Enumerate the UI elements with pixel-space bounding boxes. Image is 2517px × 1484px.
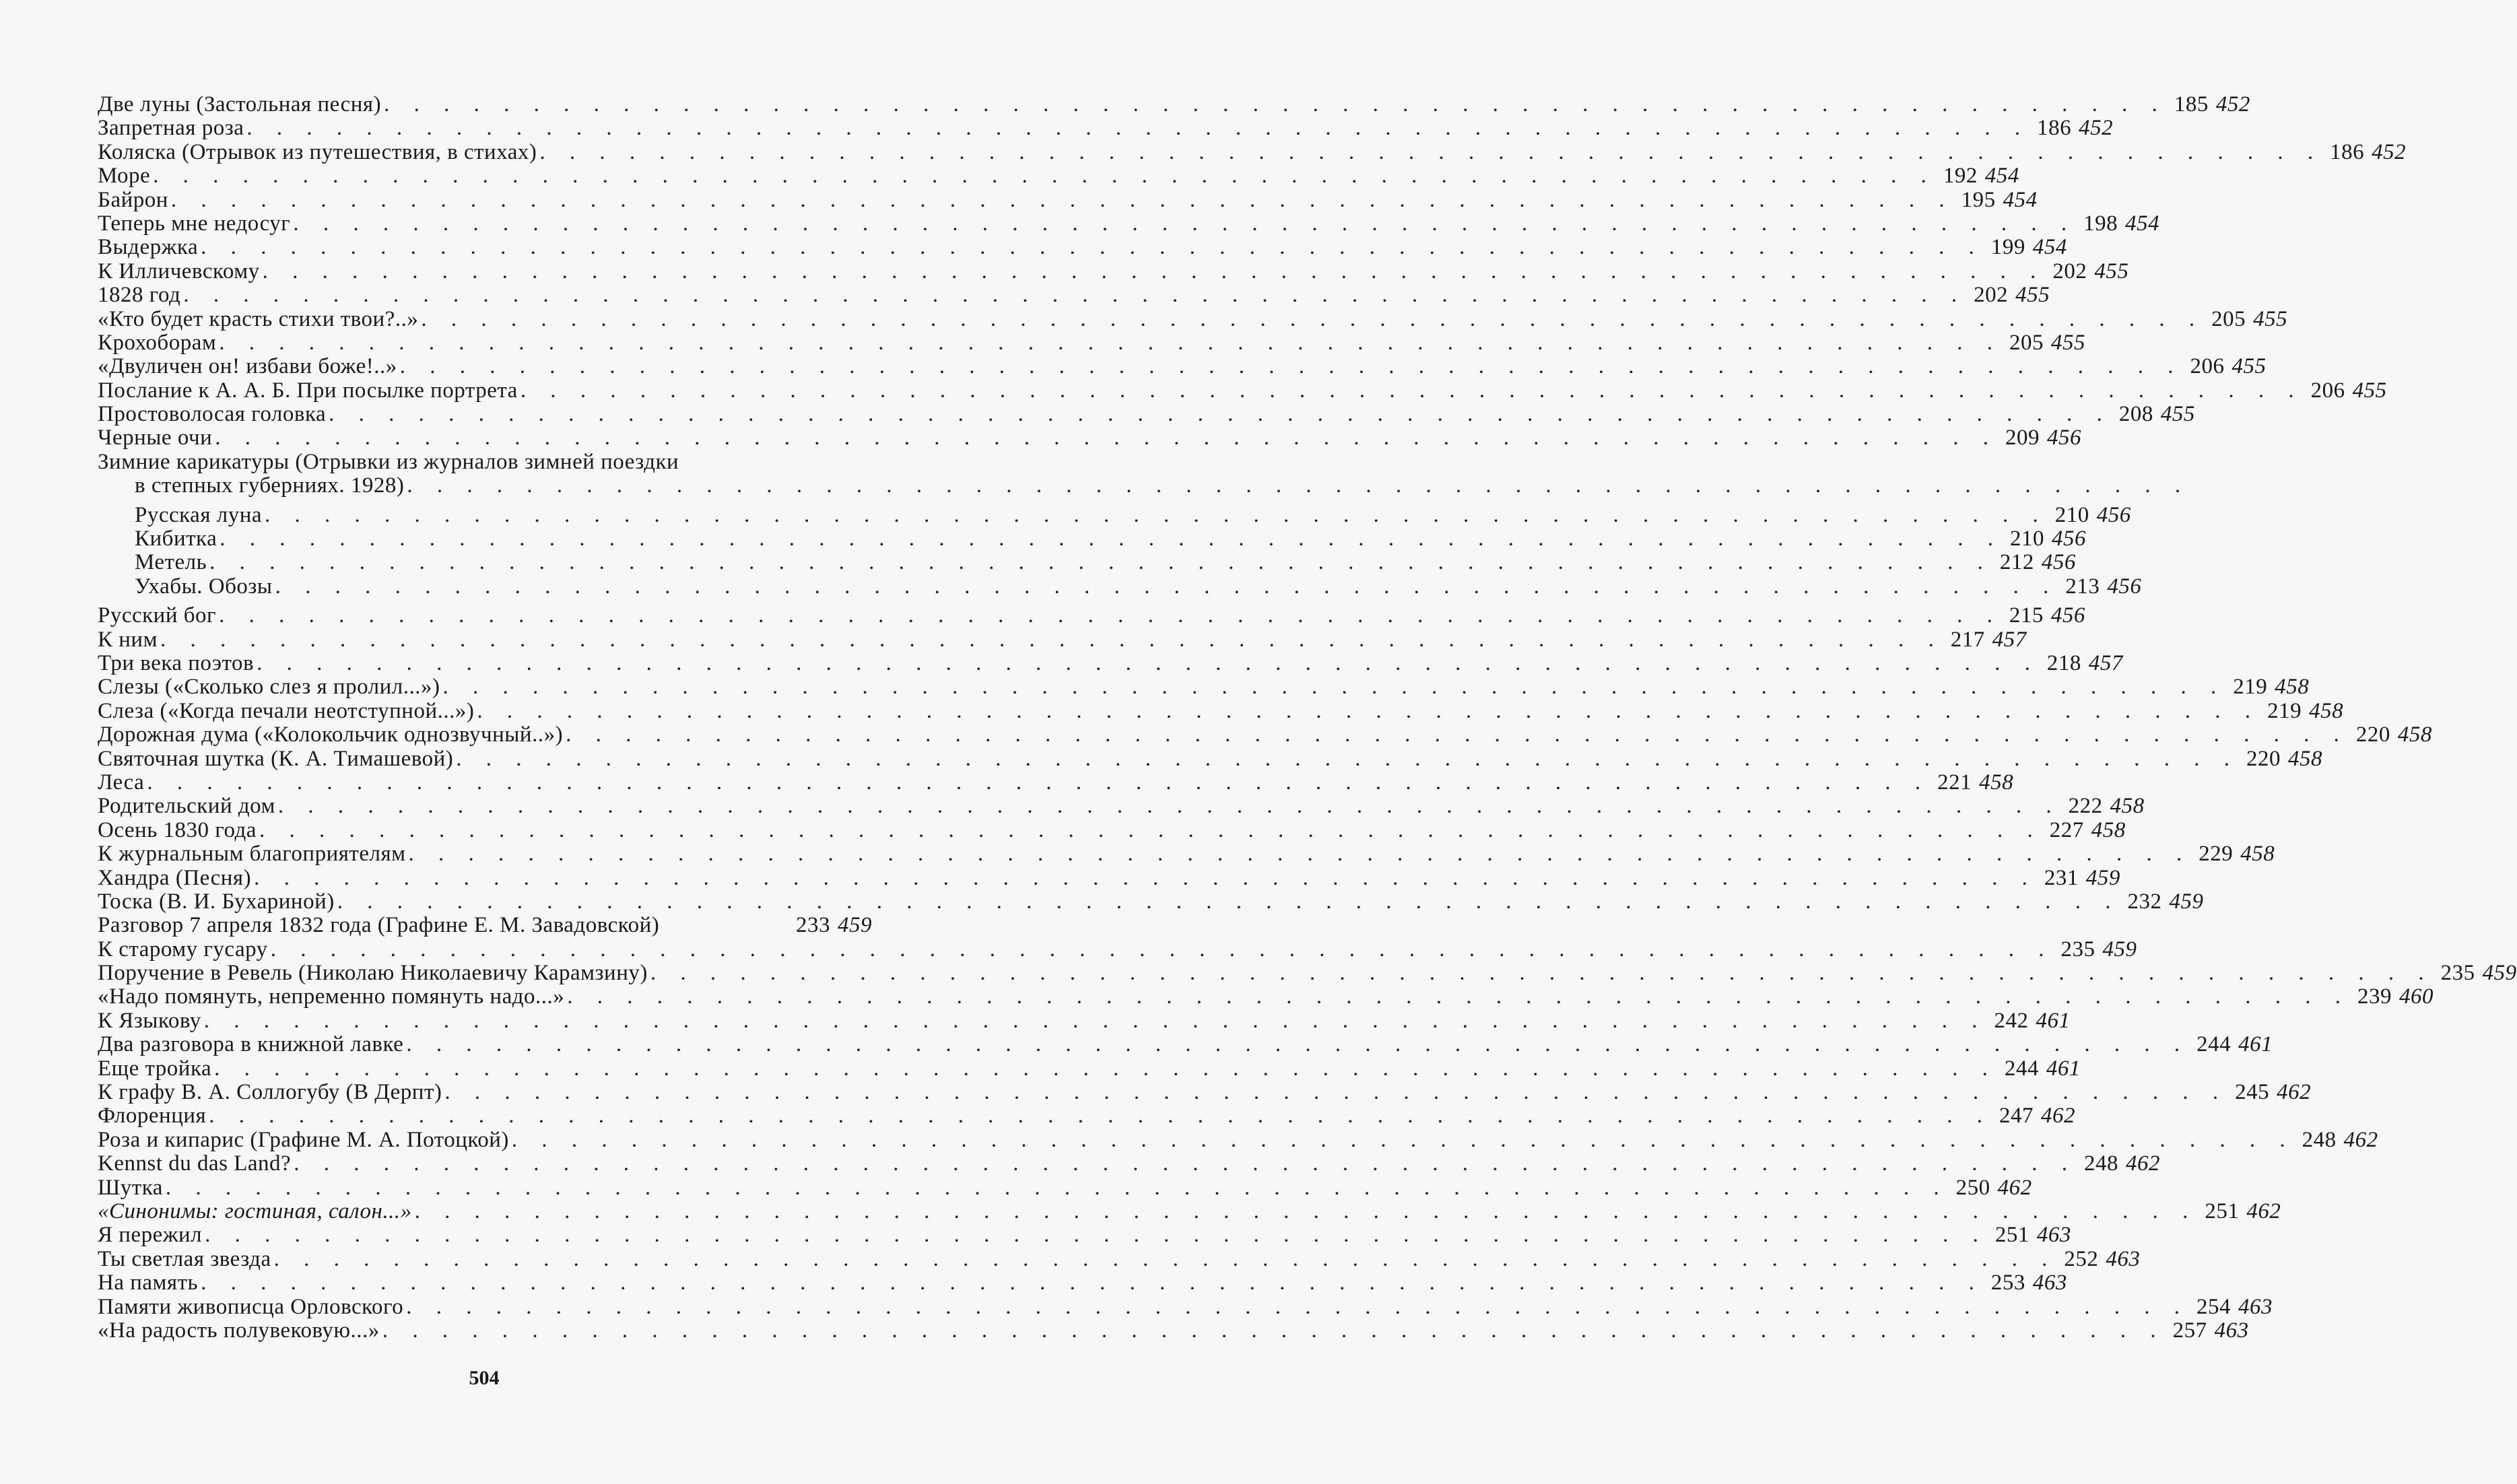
leader-dots: . . . . . . . . . . . . . . . . . . . . . . . . . . . . . . . . . . . . . . . . . . . . . . . . . . . . . . . . . . . . <box>160 627 1943 652</box>
toc-entry <box>98 1151 2160 1176</box>
entry-commentary-page: 457 <box>2088 650 2123 675</box>
entry-commentary-page: 462 <box>2125 1151 2160 1176</box>
toc-entry <box>98 698 2344 723</box>
entry-title: Святочная шутка (К. А. Тимашевой) <box>98 746 454 771</box>
entry-commentary-page: 456 <box>2050 603 2085 628</box>
entry-commentary-page: 459 <box>2169 889 2204 914</box>
group-heading-line2 <box>98 473 2190 498</box>
toc-entry <box>98 527 2086 551</box>
entry-page-number: 210 <box>2009 527 2044 551</box>
entry-title: Метель <box>135 550 207 575</box>
entry-commentary-page: 461 <box>2046 1056 2081 1081</box>
toc-entry <box>98 984 2434 1009</box>
leader-dots: . . . . . . . . . . . . . . . . . . . . . . . . . . . . . . . . . . . . . . . . . . . . . . . . . . . . . . . . . . . . <box>219 603 2002 628</box>
leader-dots: . . . . . . . . . . . . . . . . . . . . . . . . . . . . . . . . . . . . . . . . . . . . . . . . . . . . . . . . . . . . <box>170 187 1954 212</box>
entry-page-number: 217 <box>1950 627 1985 652</box>
leader-dots: . . . . . . . . . . . . . . . . . . . . . . . . . . . . . . . . . . . . . . . . . . . . . . . . . . . . . . . . . . . . <box>382 1318 2166 1343</box>
entry-title: «Двуличен он! избави боже!..» <box>98 354 397 379</box>
entry-commentary-page: 452 <box>2372 139 2407 164</box>
toc-entry <box>98 259 2129 283</box>
toc-entry <box>98 650 2123 675</box>
entry-page-number: 239 <box>2357 984 2392 1009</box>
entry-commentary-page: 454 <box>1984 164 2019 189</box>
entry-commentary-page: 454 <box>2125 211 2160 236</box>
leader-dots: . . . . . . . . . . . . . . . . . . . . . . . . . . . . . . . . . . . . . . . . . . . . . . . . . . . . . . . . . . . . <box>329 402 2112 427</box>
entry-commentary-page: 456 <box>2107 574 2142 599</box>
leader-dots: . . . . . . . . . . . . . . . . . . . . . . . . . . . . . . . . . . . . . . . . . . . . . . . . . . . . . . . . . . . . <box>408 842 2192 867</box>
toc-entry <box>98 865 2120 890</box>
leader-dots: . . . . . . . . . . . . . . . . . . . . . . . . . . . . . . . . . . . . . . . . . . . . . . . . . . . . . . . . . . . . <box>201 1271 1984 1295</box>
entry-commentary-page: 455 <box>2253 306 2288 331</box>
entry-title: Простоволосая головка <box>98 402 327 427</box>
entry-page-number: 231 <box>2044 865 2079 890</box>
entry-page-number: 186 <box>2037 116 2072 141</box>
entry-title: Крохоборам <box>98 330 217 355</box>
leader-dots: . . . . . . . . . . . . . . . . . . . . . . . . . . . . . . . . . . . . . . . . . . . . . . . . . . . . . . . . . . . . <box>567 984 2351 1009</box>
leader-dots: . . . . . . . . . . . . . . . . . . . . . . . . . . . . . . . . . . . . . . . . . . . . . . . . . . . . . . . . . . . . <box>444 1080 2228 1105</box>
entry-title: Тоска (В. И. Бухариной) <box>98 889 335 914</box>
entry-title: Черные очи <box>98 426 213 450</box>
entry-commentary-page: 458 <box>2091 817 2126 842</box>
toc-entry <box>98 889 2204 914</box>
entry-title: «Надо помянуть, непременно помянуть надо...» <box>98 984 565 1009</box>
toc-entry <box>98 402 2195 427</box>
entry-title: К Илличевскому <box>98 259 260 283</box>
entry-commentary-page: 458 <box>2309 698 2344 723</box>
entry-page-number: 192 <box>1943 164 1978 189</box>
toc-entry <box>98 211 2160 236</box>
entry-commentary-page: 459 <box>2482 961 2517 986</box>
toc-entry <box>98 235 2067 260</box>
entry-page-number: 221 <box>1937 770 1972 795</box>
toc-entry <box>98 817 2126 842</box>
entry-title: Леса <box>98 770 145 795</box>
leader-dots: . . . . . . . . . . . . . . . . . . . . . . . . . . . . . . . . . . . . . . . . . . . . . . . . . . . . . . . . . . . . <box>293 211 2077 236</box>
toc-entry <box>98 1008 2071 1033</box>
entry-title: Роза и кипарис (Графине М. А. Потоцкой) <box>98 1127 509 1152</box>
entry-title: Дорожная дума («Колокольчик однозвучный..») <box>98 722 564 747</box>
entry-page-number: 233 <box>796 913 830 938</box>
toc-entry <box>98 1246 2141 1271</box>
leader-dots: . . . . . . . . . . . . . . . . . . . . . . . . . . . . . . . . . . . . . . . . . . . . . . . . . . . . . . . . . . . . <box>153 164 1936 189</box>
entry-title: Слезы («Сколько слез я пролил...») <box>98 675 440 700</box>
leader-dots: . . . . . . . . . . . . . . . . . . . . . . . . . . . . . . . . . . . . . . . . . . . . . . . . . . . . . . . . . . . . <box>337 889 2120 914</box>
entry-page-number: 212 <box>1999 550 2034 575</box>
leader-dots: . . . . . . . . . . . . . . . . . . . . . . . . . . . . . . . . . . . . . . . . . . . . . . . . . . . . . . . . . . . . <box>201 235 1984 260</box>
entry-page-number: 202 <box>1974 283 2009 308</box>
entry-page-number: 250 <box>1955 1175 1990 1200</box>
leader-dots: . . . . . . . . . . . . . . . . . . . . . . . . . . . . . . . . . . . . . . . . . . . . . . . . . . . . . . . . . . . . <box>273 1246 2057 1271</box>
entry-commentary-page: 455 <box>2051 330 2086 355</box>
entry-commentary-page: 463 <box>2032 1271 2067 1295</box>
entry-title: Kennst du das Land? <box>98 1151 292 1176</box>
toc-entry <box>98 1104 2075 1128</box>
entry-commentary-page: 452 <box>2079 116 2114 141</box>
entry-page-number: 220 <box>2355 722 2390 747</box>
entry-title: Выдержка <box>98 235 199 260</box>
entry-title: Запретная роза <box>98 116 244 141</box>
leader-dots: . . . . . . . . . . . . . . . . . . . . . . . . . . . . . . . . . . . . . . . . . . . . . . . . . . . . . . . . . . . . <box>407 473 2190 498</box>
entry-title: Русский бог <box>98 603 217 628</box>
toc-entry <box>98 550 2076 575</box>
toc-entry <box>98 306 2288 331</box>
entry-commentary-page: 462 <box>2277 1080 2312 1105</box>
leader-dots: . . . . . . . . . . . . . . . . . . . . . . . . . . . . . . . . . . . . . . . . . . . . . . . . . . . . . . . . . . . . <box>477 698 2260 723</box>
entry-title: Поручение в Ревель (Николаю Николаевичу Карамзину) <box>98 961 648 986</box>
entry-commentary-page: 455 <box>2352 378 2387 403</box>
toc-entry <box>98 426 2081 450</box>
entry-commentary-page: 459 <box>838 913 872 938</box>
entry-commentary-page: 456 <box>2041 550 2076 575</box>
entry-commentary-page: 455 <box>2231 354 2267 379</box>
toc-entry <box>98 1175 2032 1200</box>
entry-title: Ухабы. Обозы <box>135 574 273 599</box>
toc-entry <box>98 139 2407 164</box>
leader-dots: . . . . . . . . . . . . . . . . . . . . . . . . . . . . . . . . . . . . . . . . . . . . . . . . . . . . . . . . . . . . <box>246 116 2030 141</box>
entry-title: Родительский дом <box>98 794 275 819</box>
entry-page-number: 257 <box>2172 1318 2207 1343</box>
leader-dots: . . . . . . . . . . . . . . . . . . . . . . . . . . . . . . . . . . . . . . . . . . . . . . . . . . . . . . . . . . . . <box>275 574 2058 599</box>
entry-title: К графу В. А. Соллогубу (В Дерпт) <box>98 1080 442 1105</box>
entry-title: Осень 1830 года <box>98 817 257 842</box>
leader-dots: . . . . . . . . . . . . . . . . . . . . . . . . . . . . . . . . . . . . . . . . . . . . . . . . . . . . . . . . . . . . <box>414 1199 2198 1223</box>
entry-title: Хандра (Песня) <box>98 865 252 890</box>
leader-dots: . . . . . . . . . . . . . . . . . . . . . . . . . . . . . . . . . . . . . . . . . . . . . . . . . . . . . . . . . . . . <box>442 675 2226 700</box>
toc-entry <box>98 722 2432 747</box>
leader-dots: . . . . . . . . . . . . . . . . . . . . . . . . . . . . . . . . . . . . . . . . . . . . . . . . . . . . . . . . . . . . <box>406 1294 2189 1319</box>
entry-commentary-page: 459 <box>2085 865 2120 890</box>
entry-title: Ты светлая звезда <box>98 1246 271 1271</box>
leader-dots: . . . . . . . . . . . . . . . . . . . . . . . . . . . . . . . . . . . . . . . . . . . . . . . . . . . . . . . . . . . . <box>456 746 2240 771</box>
toc-entry <box>98 1032 2273 1057</box>
entry-page-number: 235 <box>2440 961 2475 986</box>
entry-title: Два разговора в книжной лавке <box>98 1032 404 1057</box>
toc-entry <box>98 187 2038 212</box>
entry-page-number: 244 <box>2004 1056 2039 1081</box>
entry-title: Море <box>98 164 151 189</box>
toc-entry <box>98 961 2517 986</box>
leader-dots: . . . . . . . . . . . . . . . . . . . . . . . . . . . . . . . . . . . . . . . . . . . . . . . . . . . . . . . . . . . . <box>384 92 2167 116</box>
toc-entry <box>98 675 2310 700</box>
entry-page-number: 198 <box>2083 211 2118 236</box>
entry-title: Три века поэтов <box>98 650 255 675</box>
entry-commentary-page: 456 <box>2046 426 2081 450</box>
table-of-contents <box>98 92 2517 1343</box>
leader-dots: . . . . . . . . . . . . . . . . . . . . . . . . . . . . . . . . . . . . . . . . . . . . . . . . . . . . . . . . . . . . <box>147 770 1931 795</box>
entry-page-number: 209 <box>2005 426 2040 450</box>
entry-commentary-page: 462 <box>2343 1127 2378 1152</box>
entry-commentary-page: 460 <box>2399 984 2434 1009</box>
entry-page-number: 219 <box>2267 698 2302 723</box>
toc-entry <box>98 1056 2081 1081</box>
entry-page-number: 227 <box>2049 817 2084 842</box>
entry-page-number: 220 <box>2246 746 2281 771</box>
entry-page-number: 213 <box>2065 574 2100 599</box>
entry-commentary-page: 455 <box>2094 259 2129 283</box>
entry-commentary-page: 459 <box>2102 937 2137 962</box>
entry-page-number: 252 <box>2064 1246 2099 1271</box>
toc-entry <box>98 1127 2378 1152</box>
leader-dots: . . . . . . . . . . . . . . . . . . . . . . . . . . . . . . . . . . . . . . . . . . . . . . . . . . . . . . . . . . . . <box>406 1032 2190 1057</box>
entry-title: 1828 год <box>98 283 181 308</box>
entry-title: Кибитка <box>135 527 217 551</box>
entry-page-number: 245 <box>2235 1080 2270 1105</box>
entry-page-number: 242 <box>1994 1008 2029 1033</box>
entry-page-number: 248 <box>2302 1127 2337 1152</box>
leader-dots: . . . . . . . . . . . . . . . . . . . . . . . . . . . . . . . . . . . . . . . . . . . . . . . . . . . . . . . . . . . . <box>165 1175 1949 1200</box>
entry-commentary-page: 452 <box>2215 92 2250 116</box>
leader-dots: . . . . . . . . . . . . . . . . . . . . . . . . . . . . . . . . . . . . . . . . . . . . . . . . . . . . . . . . . . . . <box>203 1008 1987 1033</box>
entry-title: Флоренция <box>98 1104 207 1128</box>
entry-title: К журнальным благоприятелям <box>98 842 406 867</box>
toc-entry <box>98 1223 2071 1248</box>
entry-title: К Языкову <box>98 1008 201 1033</box>
leader-dots: . . . . . . . . . . . . . . . . . . . . . . . . . . . . . . . . . . . . . . . . . . . . . . . . . . . . . . . . . . . . <box>566 722 2349 747</box>
entry-page-number: 199 <box>1990 235 2025 260</box>
entry-page-number: 195 <box>1961 187 1996 212</box>
entry-page-number: 253 <box>1990 1271 2025 1295</box>
toc-entry <box>98 92 2250 116</box>
entry-commentary-page: 458 <box>2397 722 2432 747</box>
entry-commentary-page: 463 <box>2106 1246 2141 1271</box>
toc-entry <box>98 354 2267 379</box>
entry-page-number: 215 <box>2009 603 2044 628</box>
entry-commentary-page: 456 <box>2096 502 2131 527</box>
entry-page-number: 186 <box>2330 139 2365 164</box>
leader-dots: . . . . . . . . . . . . . . . . . . . . . . . . . . . . . . . . . . . . . . . . . . . . . . . . . . . . . . . . . . . . <box>209 1104 1992 1128</box>
entry-page-number: 208 <box>2118 402 2153 427</box>
entry-page-number: 205 <box>2211 306 2246 331</box>
entry-commentary-page: 455 <box>2160 402 2195 427</box>
toc-entry <box>98 794 2145 819</box>
leader-dots: . . . . . . . . . . . . . . . . . . . . . . . . . . . . . . . . . . . . . . . . . . . . . . . . . . . . . . . . . . . . <box>265 502 2048 527</box>
entry-commentary-page: 458 <box>2110 794 2145 819</box>
entry-page-number: 218 <box>2046 650 2081 675</box>
entry-title: Еще тройка <box>98 1056 212 1081</box>
entry-title: «Синонимы: гостиная, салон...» <box>98 1199 412 1223</box>
entry-title: Слеза («Когда печали неотступной...») <box>98 698 475 723</box>
entry-title: Байрон <box>98 187 168 212</box>
entry-title: «Кто будет красть стихи твои?..» <box>98 306 419 331</box>
entry-commentary-page: 463 <box>2036 1223 2071 1248</box>
toc-entry <box>98 770 2014 795</box>
entry-page-number: 185 <box>2174 92 2209 116</box>
entry-commentary-page: 458 <box>2275 675 2310 700</box>
entry-title: Шутка <box>98 1175 163 1200</box>
entry-commentary-page: 463 <box>2214 1318 2249 1343</box>
entry-page-number: 232 <box>2127 889 2162 914</box>
leader-dots: . . . . . . . . . . . . . . . . . . . . . . . . . . . . . . . . . . . . . . . . . . . . . . . . . . . . . . . . . . . . <box>257 650 2040 675</box>
leader-dots: . . . . . . . . . . . . . . . . . . . . . . . . . . . . . . . . . . . . . . . . . . . . . . . . . . . . . . . . . . . . <box>219 330 2003 355</box>
entry-commentary-page: 461 <box>2036 1008 2071 1033</box>
leader-dots: . . . . . . . . . . . . . . . . . . . . . . . . . . . . . . . . . . . . . . . . . . . . . . . . . . . . . . . . . . . . <box>650 961 2434 986</box>
entry-page-number: 248 <box>2083 1151 2118 1176</box>
leader-dots: . . . . . . . . . . . . . . . . . . . . . . . . . . . . . . . . . . . . . . . . . . . . . . . . . . . . . . . . . . . . <box>421 306 2205 331</box>
entry-title: Разговор 7 апреля 1832 года (Графине Е. М. Завадовской) <box>98 913 660 938</box>
leader-dots: . . . . . . . . . . . . . . . . . . . . . . . . . . . . . . . . . . . . . . . . . . . . . . . . . . . . . . . . . . . . <box>539 139 2323 164</box>
entry-title: К ним <box>98 627 158 652</box>
entry-commentary-page: 458 <box>2288 746 2323 771</box>
entry-page-number: 244 <box>2196 1032 2231 1057</box>
toc-entry <box>98 914 872 937</box>
entry-commentary-page: 462 <box>1997 1175 2032 1200</box>
entry-title: Коляска (Отрывок из путешествия, в стихах) <box>98 139 537 164</box>
leader-dots: . . . . . . . . . . . . . . . . . . . . . . . . . . . . . . . . . . . . . . . . . . . . . . . . . . . . . . . . . . . . <box>520 378 2304 403</box>
entry-commentary-page: 454 <box>2003 187 2038 212</box>
toc-entry <box>98 378 2387 403</box>
toc-entry <box>98 502 2131 527</box>
leader-dots: . . . . . . . . . . . . . . . . . . . . . . . . . . . . . . . . . . . . . . . . . . . . . . . . . . . . . . . . . . . . <box>294 1151 2077 1176</box>
entry-commentary-page: 462 <box>2040 1104 2075 1128</box>
entry-title: Послание к А. А. Б. При посылке портрета <box>98 378 518 403</box>
entry-page-number: 219 <box>2233 675 2268 700</box>
entry-page-number: 205 <box>2009 330 2044 355</box>
entry-title: Я пережил <box>98 1223 203 1248</box>
entry-commentary-page: 458 <box>2240 842 2275 867</box>
leader-dots: . . . . . . . . . . . . . . . . . . . . . . . . . . . . . . . . . . . . . . . . . . . . . . . . . . . . . . . . . . . . <box>262 259 2046 283</box>
toc-entry <box>98 164 2019 189</box>
entry-commentary-page: 454 <box>2032 235 2067 260</box>
entry-title: Русская луна <box>135 502 263 527</box>
entry-commentary-page: 463 <box>2238 1294 2273 1319</box>
entry-commentary-page: 455 <box>2015 283 2050 308</box>
entry-page-number: 251 <box>1994 1223 2029 1248</box>
leader-dots: . . . . . . . . . . . . . . . . . . . . . . . . . . . . . . . . . . . . . . . . . . . . . . . . . . . . . . . . . . . . <box>270 937 2054 962</box>
entry-title: Теперь мне недосуг <box>98 211 291 236</box>
entry-page-number: 254 <box>2196 1294 2231 1319</box>
entry-page-number: 206 <box>2190 354 2225 379</box>
entry-page-number: 222 <box>2068 794 2103 819</box>
leader-dots: . . . . . . . . . . . . . . . . . . . . . . . . . . . . . . . . . . . . . . . . . . . . . . . . . . . . . . . . . . . . <box>220 527 2003 551</box>
toc-entry <box>98 1199 2281 1223</box>
leader-dots: . . . . . . . . . . . . . . . . . . . . . . . . . . . . . . . . . . . . . . . . . . . . . . . . . . . . . . . . . . . . <box>205 1223 1988 1248</box>
toc-entry <box>98 937 2137 962</box>
toc-entry <box>98 842 2275 867</box>
leader-dots: . . . . . . . . . . . . . . . . . . . . . . . . . . . . . . . . . . . . . . . . . . . . . . . . . . . . . . . . . . . . <box>399 354 2183 379</box>
entry-page-number: 210 <box>2054 502 2089 527</box>
entry-page-number: 202 <box>2052 259 2087 283</box>
toc-entry <box>98 1318 2249 1343</box>
leader-dots: . . . . . . . . . . . . . . . . . . . . . . . . . . . . . . . . . . . . . . . . . . . . . . . . . . . . . . . . . . . . <box>183 283 1967 308</box>
entry-page-number: 247 <box>1999 1104 2034 1128</box>
entry-title: Две луны (Застольная песня) <box>98 92 382 116</box>
leader-dots: . . . . . . . . . . . . . . . . . . . . . . . . . . . . . . . . . . . . . . . . . . . . . . . . . . . . . . . . . . . . <box>209 550 1992 575</box>
entry-page-number: 206 <box>2310 378 2345 403</box>
entry-title: Памяти живописца Орловского <box>98 1294 404 1319</box>
toc-entry <box>98 603 2085 628</box>
entry-page-number: 251 <box>2205 1199 2240 1223</box>
entry-commentary-page: 457 <box>1992 627 2027 652</box>
leader-dots: . . . . . . . . . . . . . . . . . . . . . . . . . . . . . . . . . . . . . . . . . . . . . . . . . . . . . . . . . . . . <box>215 426 1998 450</box>
group-heading-text: в степных губерниях. 1928) <box>135 473 405 498</box>
entry-title: К старому гусару <box>98 937 268 962</box>
leader-dots: . . . . . . . . . . . . . . . . . . . . . . . . . . . . . . . . . . . . . . . . . . . . . . . . . . . . . . . . . . . . <box>511 1127 2295 1152</box>
entry-commentary-page: 461 <box>2238 1032 2273 1057</box>
toc-entry <box>98 116 2114 141</box>
toc-entry <box>98 330 2086 355</box>
page-number: 504 <box>469 1367 500 1389</box>
toc-entry <box>98 746 2323 771</box>
entry-commentary-page: 456 <box>2051 527 2086 551</box>
entry-title: На память <box>98 1271 199 1295</box>
entry-commentary-page: 462 <box>2246 1199 2281 1223</box>
entry-title: «На радость полувековую...» <box>98 1318 380 1343</box>
leader-dots: . . . . . . . . . . . . . . . . . . . . . . . . . . . . . . . . . . . . . . . . . . . . . . . . . . . . . . . . . . . . <box>214 1056 1997 1081</box>
toc-entry <box>98 1271 2067 1295</box>
toc-entry <box>98 1080 2312 1105</box>
leader-dots: . . . . . . . . . . . . . . . . . . . . . . . . . . . . . . . . . . . . . . . . . . . . . . . . . . . . . . . . . . . . <box>277 794 2061 819</box>
toc-entry <box>98 283 2050 308</box>
toc-entry <box>98 1294 2273 1319</box>
entry-page-number: 229 <box>2199 842 2234 867</box>
leader-dots: . . . . . . . . . . . . . . . . . . . . . . . . . . . . . . . . . . . . . . . . . . . . . . . . . . . . . . . . . . . . <box>259 817 2042 842</box>
leader-dots: . . . . . . . . . . . . . . . . . . . . . . . . . . . . . . . . . . . . . . . . . . . . . . . . . . . . . . . . . . . . <box>254 865 2037 890</box>
entry-commentary-page: 458 <box>1979 770 2014 795</box>
group-heading-line1: Зимние карикатуры (Отрывки из журналов зимней поездки <box>98 449 679 474</box>
toc-entry <box>98 627 2027 652</box>
toc-entry <box>98 574 2142 599</box>
entry-page-number: 235 <box>2060 937 2095 962</box>
